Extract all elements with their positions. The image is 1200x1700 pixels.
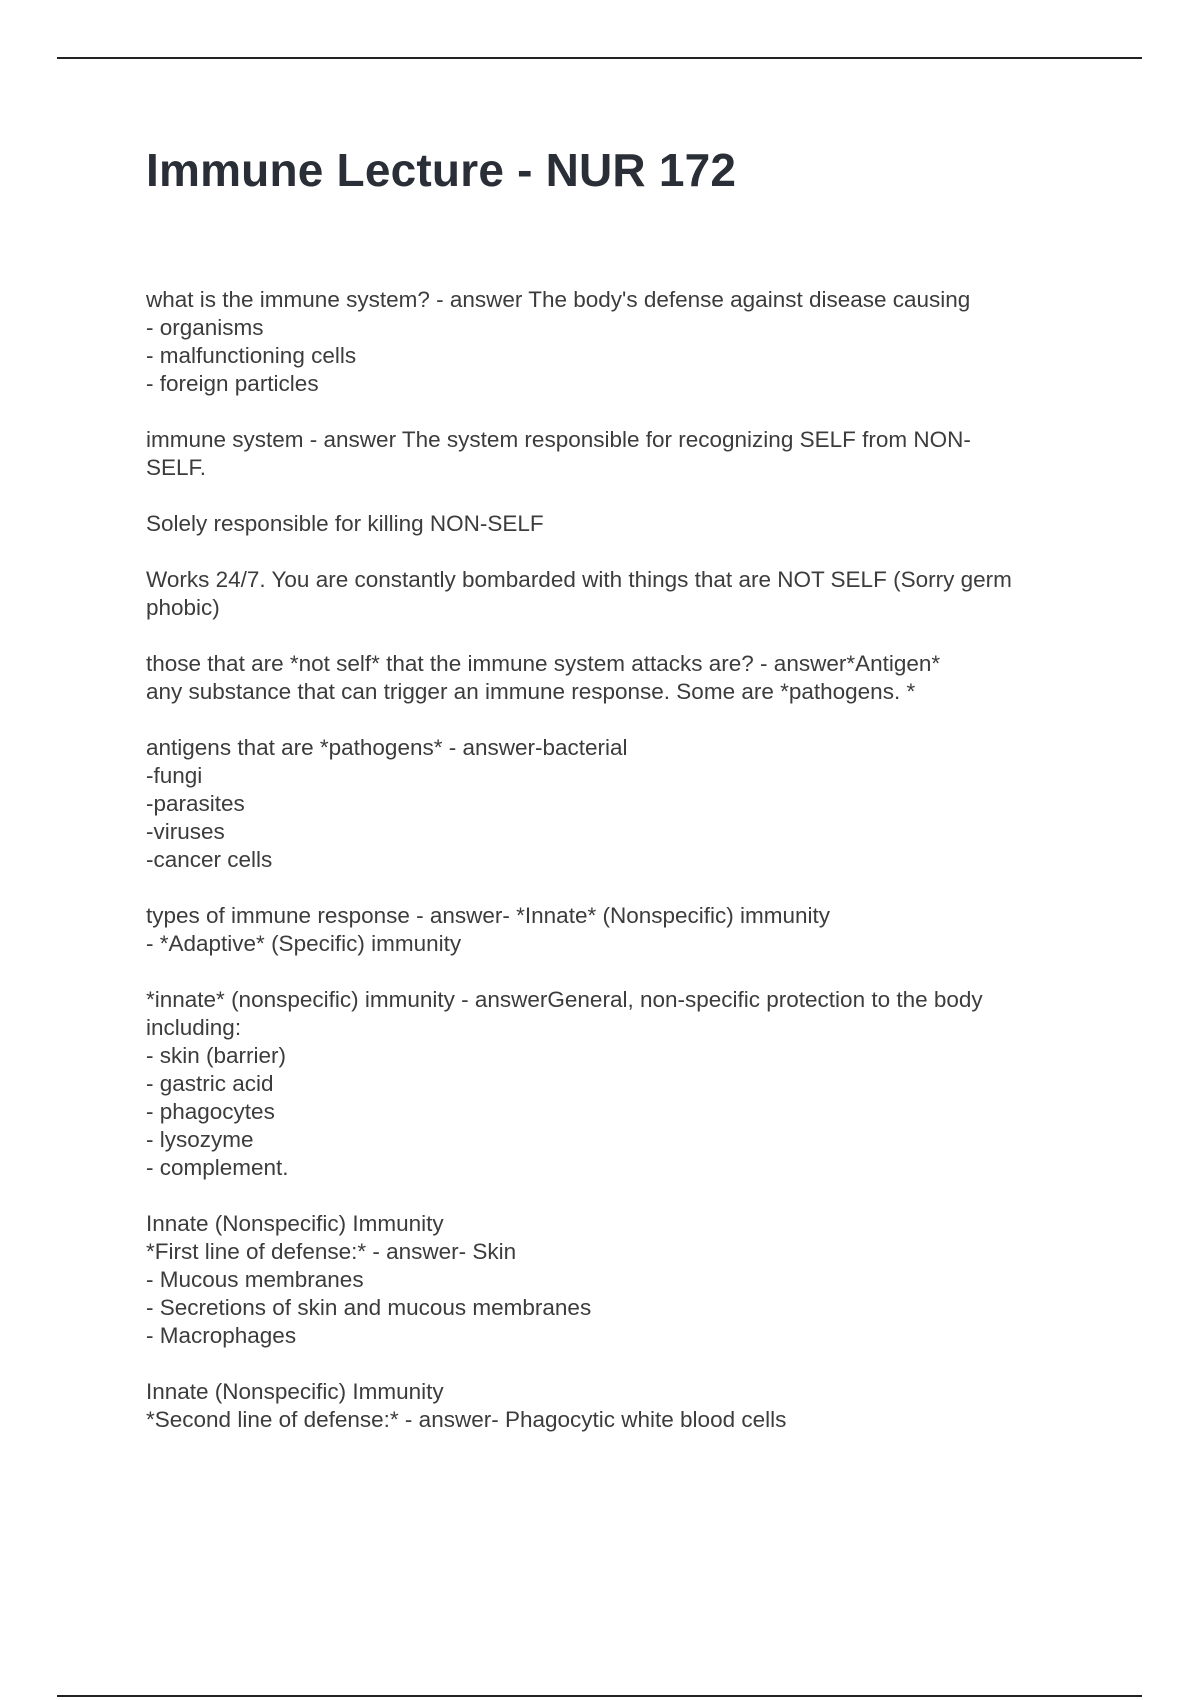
text-line: *innate* (nonspecific) immunity - answerGeneral, non-specific protection to the body [146, 987, 983, 1012]
text-line: - gastric acid [146, 1071, 274, 1096]
text-line: - malfunctioning cells [146, 343, 357, 368]
text-line: those that are *not self* that the immune system attacks are? - answer*Antigen* [146, 651, 941, 676]
text-line: -viruses [146, 819, 225, 844]
qa-paragraph [146, 902, 1096, 958]
text-line: - organisms [146, 315, 264, 340]
text-line: *Second line of defense:* - answer- Phagocytic white blood cells [146, 1407, 787, 1432]
text-line: phobic) [146, 595, 220, 620]
text-line: antigens that are *pathogens* - answer-bacterial [146, 735, 628, 760]
text-line: any substance that can trigger an immune response. Some are *pathogens. * [146, 679, 916, 704]
qa-paragraph [146, 286, 1096, 398]
document-body [146, 286, 1096, 1462]
qa-paragraph [146, 1210, 1096, 1350]
text-line: -fungi [146, 763, 203, 788]
text-line: - skin (barrier) [146, 1043, 287, 1068]
page-title: Immune Lecture - NUR 172 [146, 144, 737, 196]
text-line: immune system - answer The system responsible for recognizing SELF from NON- [146, 427, 971, 452]
text-line: - complement. [146, 1155, 289, 1180]
text-line: types of immune response - answer- *Innate* (Nonspecific) immunity [146, 903, 831, 928]
text-line: -cancer cells [146, 847, 273, 872]
text-line: -parasites [146, 791, 245, 816]
text-line: Solely responsible for killing NON-SELF [146, 511, 544, 536]
text-line: - lysozyme [146, 1127, 254, 1152]
text-line: - phagocytes [146, 1099, 275, 1124]
text-line: - Secretions of skin and mucous membranes [146, 1295, 592, 1320]
qa-paragraph [146, 1378, 1096, 1434]
text-line: - Mucous membranes [146, 1267, 364, 1292]
text-line: Works 24/7. You are constantly bombarded with things that are NOT SELF (Sorry germ [146, 567, 1012, 592]
text-line: SELF. [146, 455, 207, 480]
qa-paragraph [146, 510, 1096, 538]
text-line: *First line of defense:* - answer- Skin [146, 1239, 517, 1264]
qa-paragraph [146, 734, 1096, 874]
text-line: - Macrophages [146, 1323, 297, 1348]
bottom-divider [57, 1695, 1142, 1697]
text-line: including: [146, 1015, 242, 1040]
qa-paragraph [146, 426, 1096, 482]
text-line: Innate (Nonspecific) Immunity [146, 1211, 444, 1236]
qa-paragraph [146, 650, 1096, 706]
text-line: Innate (Nonspecific) Immunity [146, 1379, 444, 1404]
top-divider [57, 57, 1142, 59]
qa-paragraph [146, 566, 1096, 622]
text-line: what is the immune system? - answer The body's defense against disease causing [146, 287, 971, 312]
text-line: - foreign particles [146, 371, 319, 396]
qa-paragraph [146, 986, 1096, 1182]
text-line: - *Adaptive* (Specific) immunity [146, 931, 462, 956]
